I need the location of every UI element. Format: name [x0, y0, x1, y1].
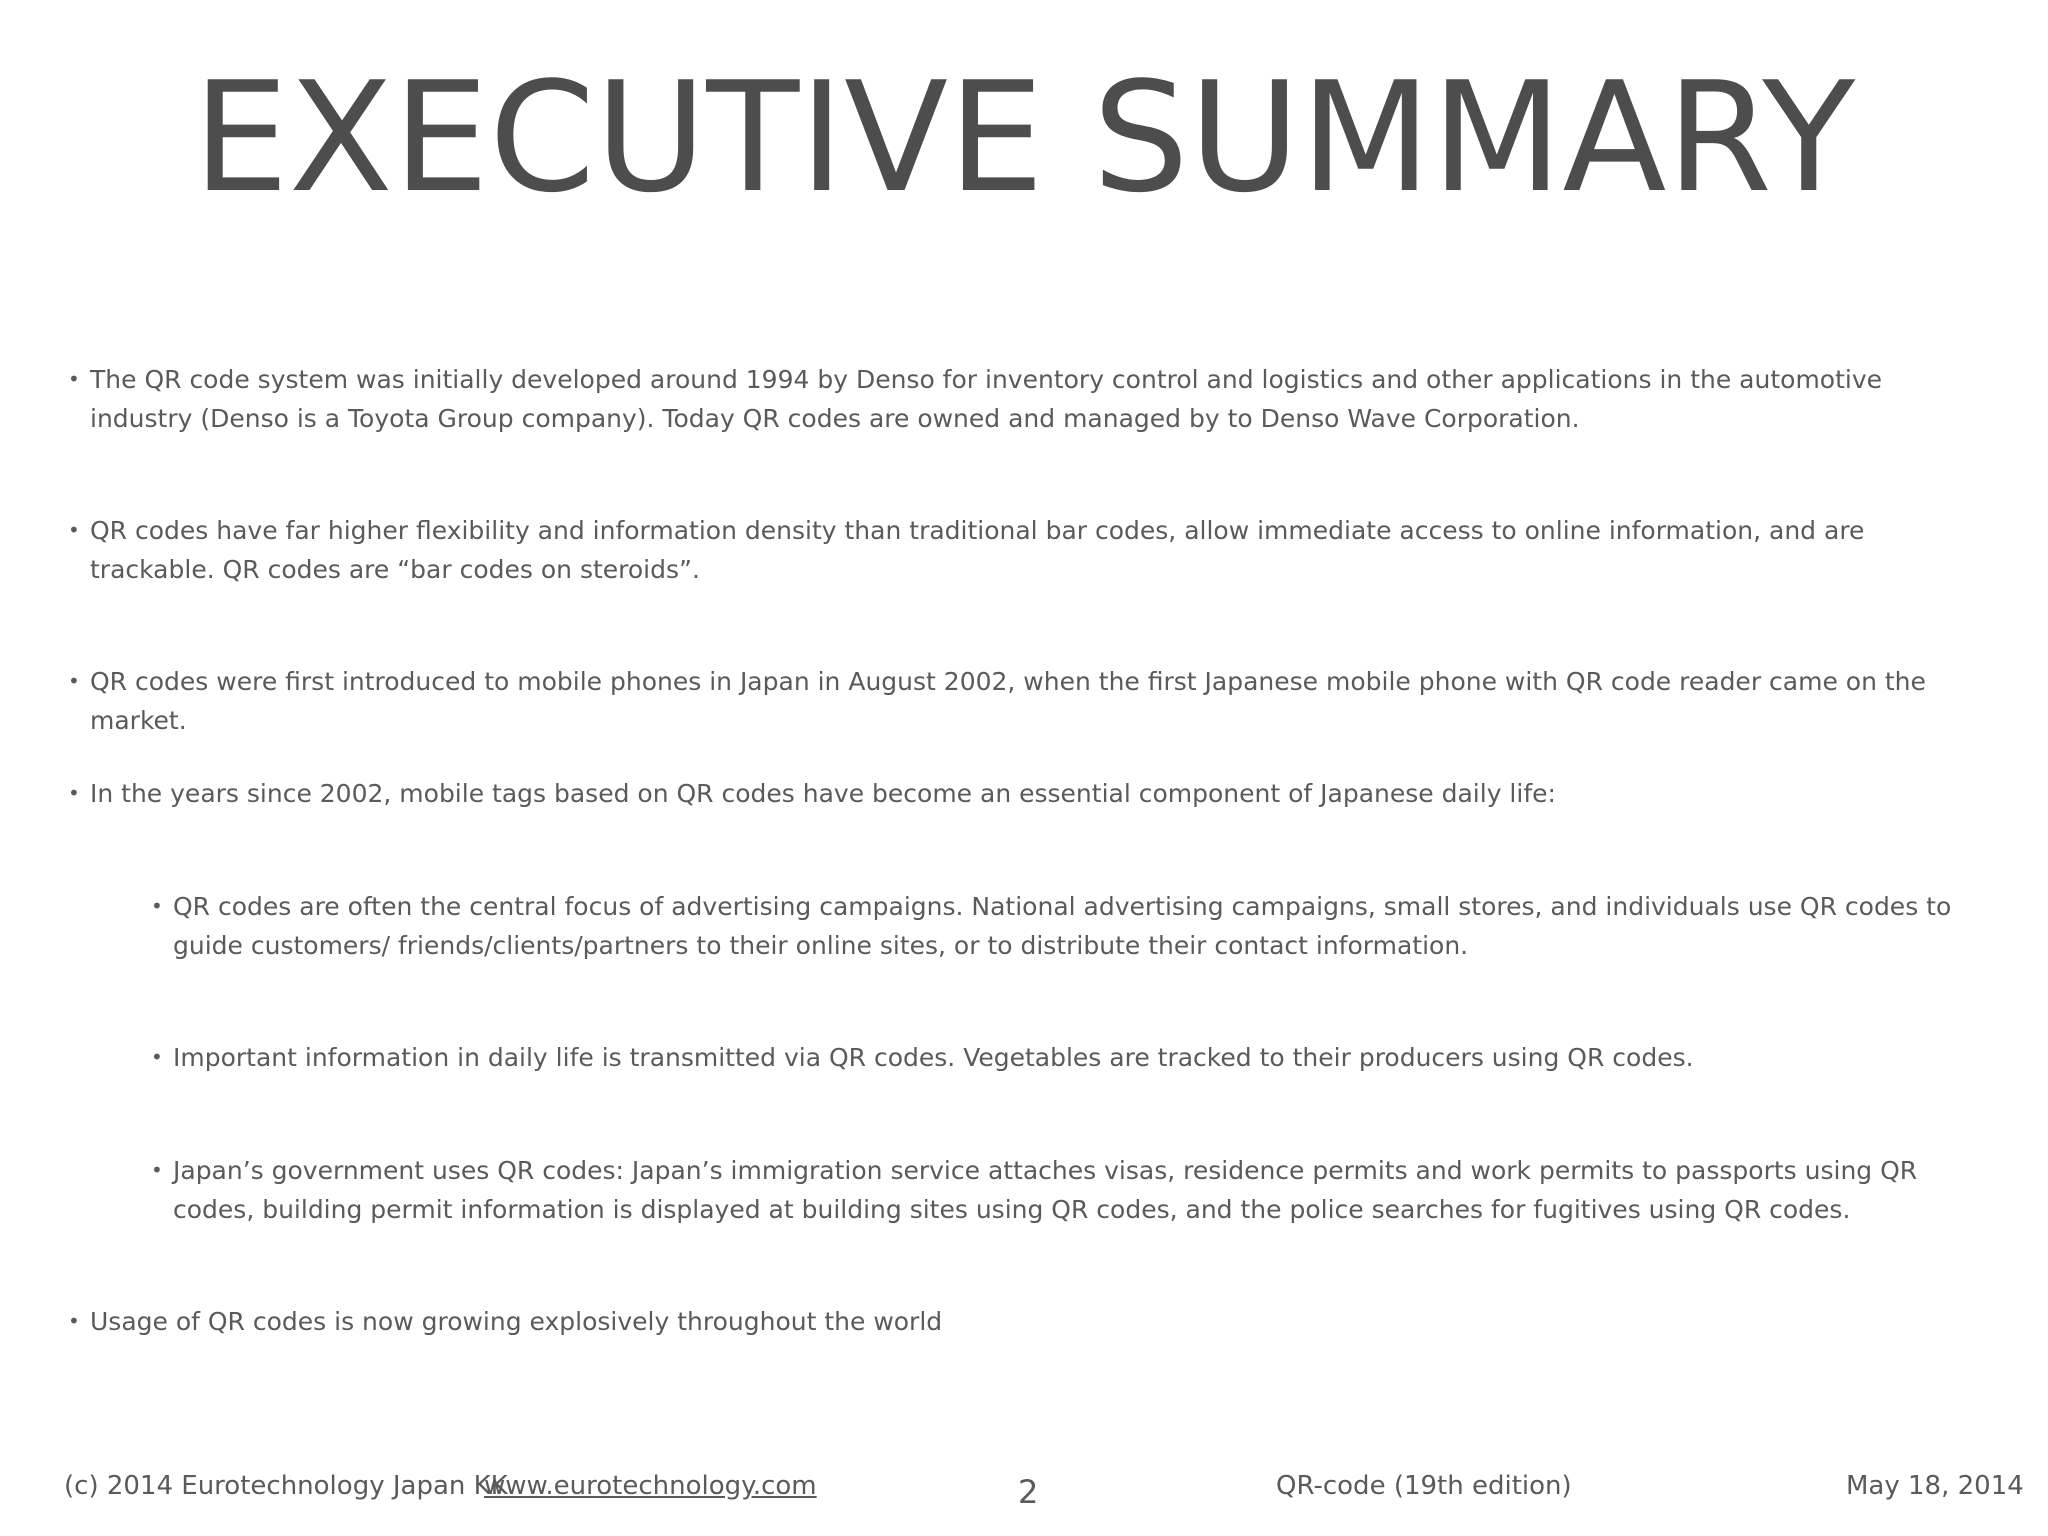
bullet-text: Important information in daily life is transmitted via QR codes. Vegetables are tracked to their producers using QR codes. — [173, 1043, 1694, 1072]
bullet-dot: • — [151, 894, 163, 918]
bullet-dot: • — [151, 1045, 163, 1069]
bullet-text: QR codes were first introduced to mobile phones in Japan in August 2002, when the first Japanese mobile phone with QR code reader came on the market. — [90, 667, 1926, 735]
bullet-text: QR codes are often the central focus of advertising campaigns. National advertising campaigns, small stores, and individuals use QR codes to guide customers/ friends/clients/partners to their online sites, or to distribute their contact information. — [173, 892, 1952, 960]
bullet-item — [68, 360, 1990, 438]
footer-date: May 18, 2014 — [1846, 1471, 2024, 1501]
bullet-dot: • — [68, 669, 80, 693]
bullet-dot: • — [68, 1309, 80, 1333]
slide-title: EXECUTIVE SUMMARY — [192, 49, 1856, 226]
bullet-text: Usage of QR codes is now growing explosively throughout the world — [90, 1307, 943, 1336]
bullet-text: Japan’s government uses QR codes: Japan’s immigration service attaches visas, residence permits and work permits to passports using QR codes, building permit information is displayed at building sites using QR codes, and the police searches for fugitives using QR codes. — [173, 1156, 1918, 1224]
bullet-text: The QR code system was initially developed around 1994 by Denso for inventory control and logistics and other applications in the automotive industry (Denso is a Toyota Group company). Today QR codes are owned and managed by to Denso Wave Corporation. — [90, 365, 1883, 433]
sub-bullet-item — [151, 887, 2003, 965]
bullet-dot: • — [68, 781, 80, 805]
page-number: 2 — [1018, 1473, 1039, 1511]
bullet-item — [68, 662, 1990, 740]
sub-bullet-item — [151, 1151, 2003, 1229]
bullet-text: QR codes have far higher flexibility and information density than traditional bar codes, allow immediate access to online information, and are trackable. QR codes are “bar codes on steroids”. — [90, 516, 1865, 584]
bullet-text: In the years since 2002, mobile tags based on QR codes have become an essential component of Japanese daily life: — [90, 779, 1556, 808]
footer-website-wrap — [484, 1468, 817, 1504]
bullet-dot: • — [68, 518, 80, 542]
footer-copyright: (c) 2014 Eurotechnology Japan KK — [64, 1471, 508, 1501]
sub-bullet-item — [151, 1038, 2003, 1077]
footer-edition: QR-code (19th edition) — [1276, 1471, 1572, 1501]
bullet-dot: • — [68, 367, 80, 391]
bullet-item — [68, 774, 1990, 813]
bullet-item — [68, 511, 1990, 589]
footer-website-link[interactable]: www.eurotechnology.com — [484, 1471, 817, 1501]
bullet-dot: • — [151, 1158, 163, 1182]
bullet-item — [68, 1302, 1990, 1341]
